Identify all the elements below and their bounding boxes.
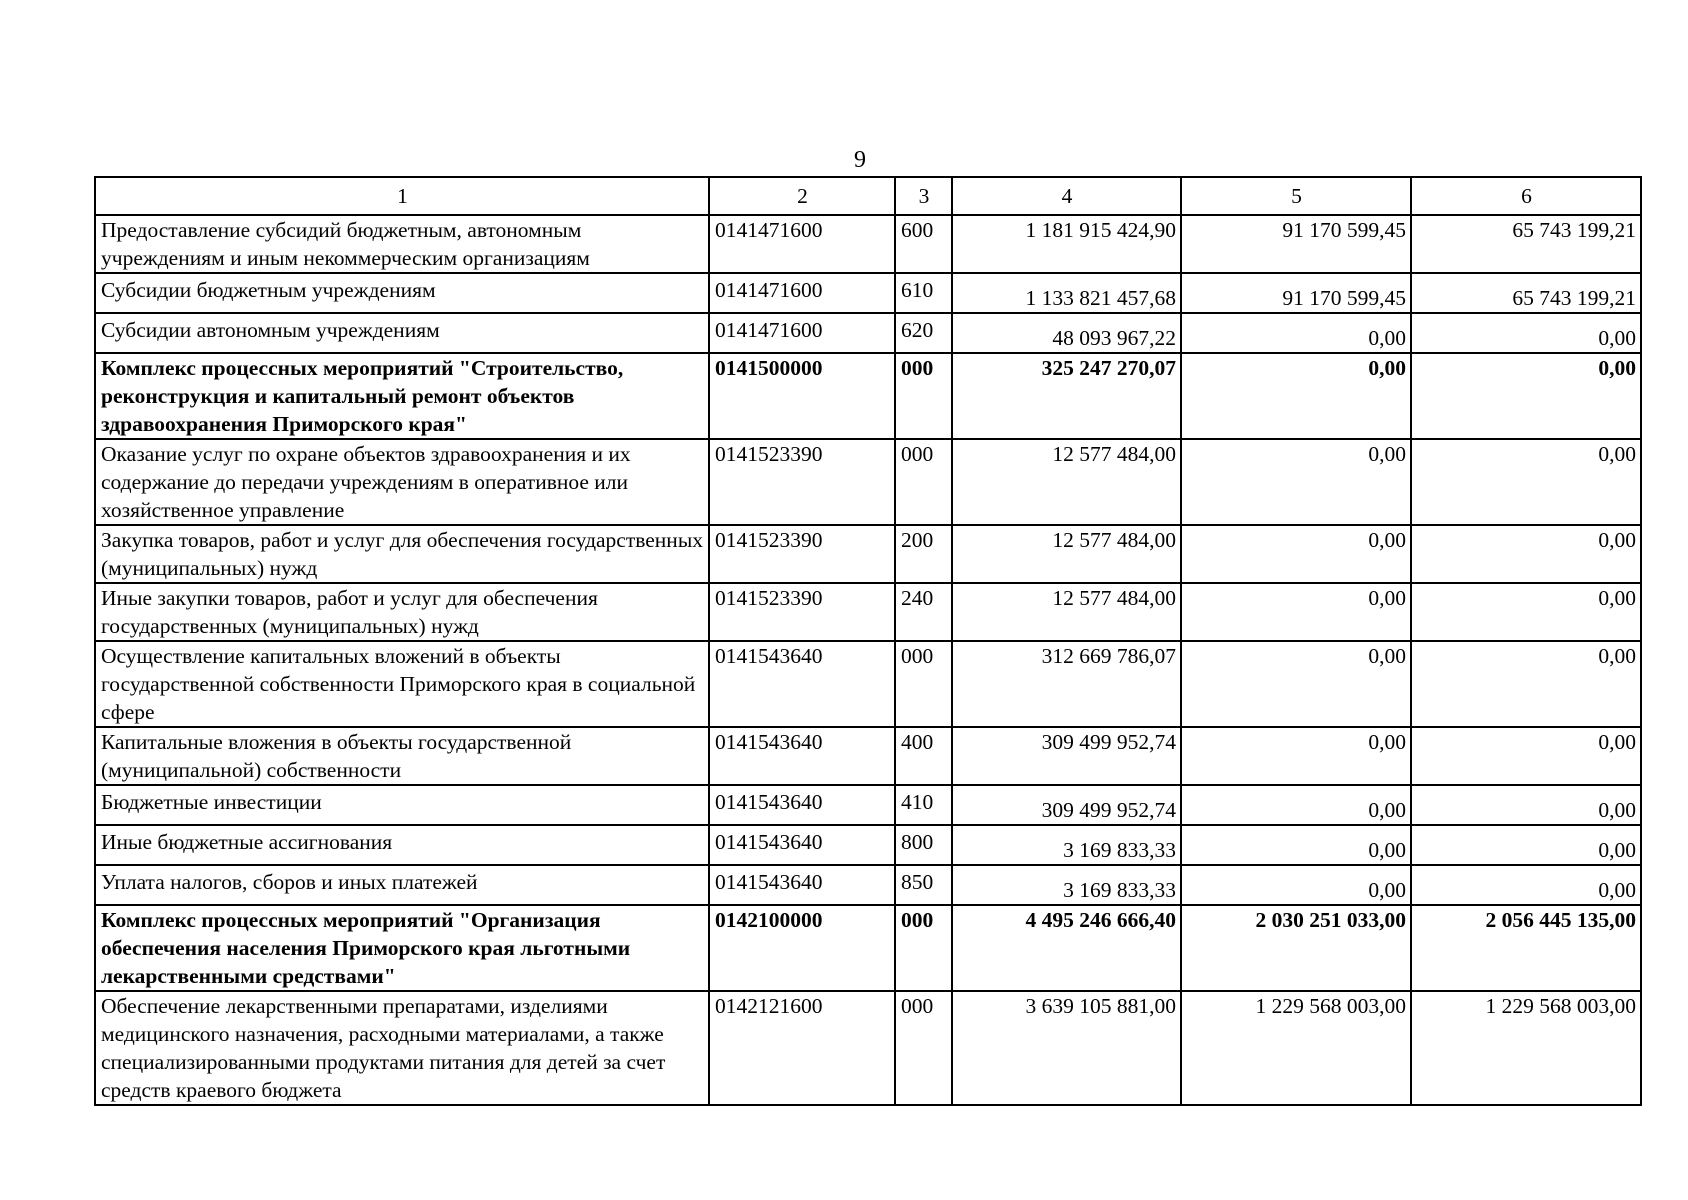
- row-amount-col4: 312 669 786,07: [952, 641, 1181, 727]
- row-type-cell: 240: [895, 583, 952, 641]
- row-amount-col5: 91 170 599,45: [1181, 273, 1411, 313]
- table-row: [95, 991, 1641, 1105]
- row-code-cell: 0141543640: [709, 641, 895, 727]
- row-amount-col4: 3 639 105 881,00: [952, 991, 1181, 1105]
- row-name-cell: Иные закупки товаров, работ и услуг для обеспечения государственных (муниципальных) нужд: [95, 583, 709, 641]
- row-code-cell: 0141471600: [709, 215, 895, 273]
- row-amount-col4: 1 133 821 457,68: [952, 273, 1181, 313]
- table-row: [95, 313, 1641, 353]
- row-type-cell: 000: [895, 439, 952, 525]
- row-name-cell: Субсидии бюджетным учреждениям: [95, 273, 709, 313]
- row-amount-col5: 0,00: [1181, 641, 1411, 727]
- row-type-cell: 400: [895, 727, 952, 785]
- row-amount-col6: 65 743 199,21: [1411, 215, 1641, 273]
- table-row: [95, 727, 1641, 785]
- row-code-cell: 0141523390: [709, 525, 895, 583]
- row-amount-col4: 48 093 967,22: [952, 313, 1181, 353]
- row-code-cell: 0141523390: [709, 583, 895, 641]
- row-name-cell: Капитальные вложения в объекты государственной (муниципальной) собственности: [95, 727, 709, 785]
- table-row: [95, 215, 1641, 273]
- table-row: [95, 905, 1641, 991]
- row-type-cell: 800: [895, 825, 952, 865]
- row-name-cell: Предоставление субсидий бюджетным, автономным учреждениям и иным некоммерческим организациям: [95, 215, 709, 273]
- col-header-4: 4: [952, 177, 1181, 215]
- row-amount-col6: 0,00: [1411, 785, 1641, 825]
- row-amount-col6: 2 056 445 135,00: [1411, 905, 1641, 991]
- row-amount-col4: 3 169 833,33: [952, 825, 1181, 865]
- row-amount-col4: 325 247 270,07: [952, 353, 1181, 439]
- table-row: [95, 353, 1641, 439]
- row-type-cell: 200: [895, 525, 952, 583]
- row-amount-col6: 0,00: [1411, 865, 1641, 905]
- col-header-1: 1: [95, 177, 709, 215]
- row-amount-col6: 0,00: [1411, 353, 1641, 439]
- row-amount-col6: 0,00: [1411, 583, 1641, 641]
- row-name-cell: Комплекс процессных мероприятий "Строительство, реконструкция и капитальный ремонт объектов здравоохранения Приморского края": [95, 353, 709, 439]
- row-name-cell: Обеспечение лекарственными препаратами, изделиями медицинского назначения, расходными материалами, а также специализированными продуктами питания для детей за счет средств краевого бюджета: [95, 991, 709, 1105]
- row-name-cell: Уплата налогов, сборов и иных платежей: [95, 865, 709, 905]
- row-amount-col4: 4 495 246 666,40: [952, 905, 1181, 991]
- row-amount-col5: 91 170 599,45: [1181, 215, 1411, 273]
- row-amount-col5: 2 030 251 033,00: [1181, 905, 1411, 991]
- row-type-cell: 000: [895, 905, 952, 991]
- row-type-cell: 620: [895, 313, 952, 353]
- row-name-cell: Комплекс процессных мероприятий "Организация обеспечения населения Приморского края льготными лекарственными средствами": [95, 905, 709, 991]
- row-amount-col6: 0,00: [1411, 313, 1641, 353]
- table-row: [95, 525, 1641, 583]
- row-code-cell: 0141543640: [709, 785, 895, 825]
- row-amount-col4: 1 181 915 424,90: [952, 215, 1181, 273]
- row-amount-col5: 1 229 568 003,00: [1181, 991, 1411, 1105]
- row-amount-col5: 0,00: [1181, 865, 1411, 905]
- row-name-cell: Субсидии автономным учреждениям: [95, 313, 709, 353]
- row-amount-col4: 12 577 484,00: [952, 439, 1181, 525]
- row-amount-col5: 0,00: [1181, 439, 1411, 525]
- row-code-cell: 0142100000: [709, 905, 895, 991]
- row-name-cell: Осуществление капитальных вложений в объекты государственной собственности Приморского края в социальной сфере: [95, 641, 709, 727]
- budget-table: [94, 176, 1642, 1106]
- row-name-cell: Иные бюджетные ассигнования: [95, 825, 709, 865]
- row-code-cell: 0142121600: [709, 991, 895, 1105]
- row-type-cell: 410: [895, 785, 952, 825]
- row-code-cell: 0141500000: [709, 353, 895, 439]
- col-header-5: 5: [1181, 177, 1411, 215]
- row-name-cell: Закупка товаров, работ и услуг для обеспечения государственных (муниципальных) нужд: [95, 525, 709, 583]
- row-type-cell: 000: [895, 641, 952, 727]
- row-amount-col4: 3 169 833,33: [952, 865, 1181, 905]
- table-row: [95, 583, 1641, 641]
- row-code-cell: 0141471600: [709, 273, 895, 313]
- row-type-cell: 000: [895, 991, 952, 1105]
- row-amount-col6: 65 743 199,21: [1411, 273, 1641, 313]
- col-header-3: 3: [895, 177, 952, 215]
- row-type-cell: 000: [895, 353, 952, 439]
- table-row: [95, 641, 1641, 727]
- row-amount-col4: 309 499 952,74: [952, 785, 1181, 825]
- row-code-cell: 0141543640: [709, 727, 895, 785]
- col-header-6: 6: [1411, 177, 1641, 215]
- header-row: [95, 177, 1641, 215]
- table-row: [95, 785, 1641, 825]
- row-type-cell: 850: [895, 865, 952, 905]
- row-code-cell: 0141523390: [709, 439, 895, 525]
- row-amount-col5: 0,00: [1181, 825, 1411, 865]
- row-code-cell: 0141543640: [709, 825, 895, 865]
- row-amount-col5: 0,00: [1181, 525, 1411, 583]
- row-amount-col5: 0,00: [1181, 583, 1411, 641]
- row-amount-col5: 0,00: [1181, 353, 1411, 439]
- row-code-cell: 0141471600: [709, 313, 895, 353]
- row-amount-col4: 12 577 484,00: [952, 525, 1181, 583]
- row-type-cell: 610: [895, 273, 952, 313]
- row-name-cell: Оказание услуг по охране объектов здравоохранения и их содержание до передачи учреждениям в оперативное или хозяйственное управление: [95, 439, 709, 525]
- table-body: [95, 215, 1641, 1105]
- col-header-2: 2: [709, 177, 895, 215]
- row-amount-col6: 0,00: [1411, 525, 1641, 583]
- row-amount-col6: 0,00: [1411, 825, 1641, 865]
- row-code-cell: 0141543640: [709, 865, 895, 905]
- row-amount-col6: 0,00: [1411, 727, 1641, 785]
- row-amount-col6: 0,00: [1411, 641, 1641, 727]
- table-row: [95, 825, 1641, 865]
- row-type-cell: 600: [895, 215, 952, 273]
- row-amount-col5: 0,00: [1181, 727, 1411, 785]
- row-amount-col4: 12 577 484,00: [952, 583, 1181, 641]
- table-row: [95, 273, 1641, 313]
- row-amount-col6: 1 229 568 003,00: [1411, 991, 1641, 1105]
- row-amount-col5: 0,00: [1181, 785, 1411, 825]
- table-row: [95, 865, 1641, 905]
- page-number: 9: [854, 147, 866, 173]
- row-name-cell: Бюджетные инвестиции: [95, 785, 709, 825]
- row-amount-col4: 309 499 952,74: [952, 727, 1181, 785]
- row-amount-col5: 0,00: [1181, 313, 1411, 353]
- table-row: [95, 439, 1641, 525]
- row-amount-col6: 0,00: [1411, 439, 1641, 525]
